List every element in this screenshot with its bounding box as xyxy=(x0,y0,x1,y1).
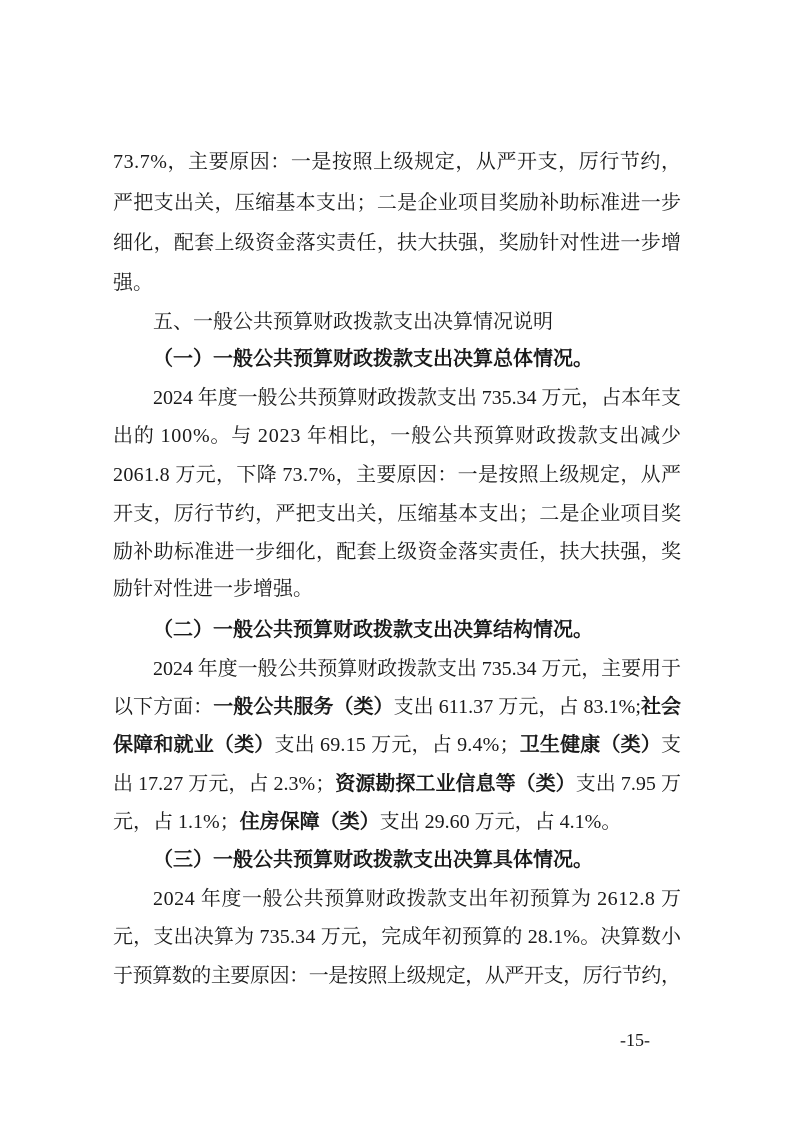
bold-text: 卫生健康（类） xyxy=(519,734,662,756)
paragraph-line xyxy=(113,770,681,798)
text-run: 支出 29.60 万元，占 4.1%。 xyxy=(379,811,622,833)
paragraph-line xyxy=(113,923,681,951)
section-heading xyxy=(153,846,681,874)
paragraph-line xyxy=(113,148,681,176)
paragraph-line xyxy=(113,461,681,489)
section-heading xyxy=(153,616,681,644)
paragraph-line xyxy=(113,808,681,836)
bold-text: （三）一般公共预算财政拨款支出决算具体情况。 xyxy=(153,849,593,871)
paragraph-line xyxy=(113,962,681,990)
text-run: 支 xyxy=(661,734,682,756)
bold-text: （一）一般公共预算财政拨款支出决算总体情况。 xyxy=(153,348,593,370)
page-number: -15- xyxy=(620,1030,650,1050)
text-run: 支出 69.15 万元，占 9.4%； xyxy=(274,734,520,756)
text-run: 严把支出关，压缩基本支出；二是企业项目奖励补助标准进一步 xyxy=(113,192,682,214)
text-run: 以下方面： xyxy=(113,696,214,718)
paragraph-line xyxy=(113,693,681,721)
paragraph-line xyxy=(113,229,681,257)
text-run: 出的 100%。与 2023 年相比，一般公共预算财政拨款支出减少 xyxy=(113,425,682,447)
paragraph-line xyxy=(113,575,681,603)
section-heading xyxy=(153,308,681,336)
text-run: 73.7%，主要原因：一是按照上级规定，从严开支，厉行节约， xyxy=(113,151,682,173)
text-run: 励补助标准进一步细化，配套上级资金落实责任，扶大扶强，奖 xyxy=(113,541,682,563)
text-run: 元，支出决算为 735.34 万元，完成年初预算的 28.1%。决算数小 xyxy=(113,926,682,948)
text-run: 五、一般公共预算财政拨款支出决算情况说明 xyxy=(153,311,553,333)
section-heading xyxy=(153,345,681,373)
paragraph-line xyxy=(153,384,681,412)
bold-text: 住房保障（类） xyxy=(239,811,380,833)
text-run: 2061.8 万元，下降 73.7%，主要原因：一是按照上级规定，从严 xyxy=(113,464,682,486)
paragraph-line xyxy=(113,189,681,217)
paragraph-line xyxy=(113,269,681,297)
bold-text: 社会 xyxy=(640,696,682,718)
text-run: 2024 年度一般公共预算财政拨款支出 735.34 万元，占本年支 xyxy=(153,387,681,409)
paragraph-line xyxy=(113,731,681,759)
paragraph-line xyxy=(113,500,681,528)
text-run: 出 17.27 万元，占 2.3%； xyxy=(113,773,336,795)
text-run: 细化，配套上级资金落实责任，扶大扶强，奖励针对性进一步增 xyxy=(113,232,682,254)
paragraph-line xyxy=(113,422,681,450)
bold-text: 资源勘探工业信息等（类） xyxy=(335,773,576,795)
text-run: 元，占 1.1%； xyxy=(113,811,240,833)
bold-text: 一般公共服务（类） xyxy=(213,696,394,718)
text-run: 2024 年度一般公共预算财政拨款支出年初预算为 2612.8 万 xyxy=(153,888,682,910)
text-run: 2024 年度一般公共预算财政拨款支出 735.34 万元，主要用于 xyxy=(153,658,681,680)
paragraph-line xyxy=(153,655,681,683)
text-run: 支出 7.95 万 xyxy=(575,773,682,795)
text-run: 励针对性进一步增强。 xyxy=(113,578,313,600)
text-run: 开支，厉行节约，严把支出关，压缩基本支出；二是企业项目奖 xyxy=(113,503,682,525)
bold-text: 保障和就业（类） xyxy=(113,734,275,756)
text-run: 于预算数的主要原因：一是按照上级规定，从严开支，厉行节约， xyxy=(113,965,681,987)
text-run: 支出 611.37 万元，占 83.1%; xyxy=(393,696,641,718)
paragraph-line xyxy=(113,538,681,566)
bold-text: （二）一般公共预算财政拨款支出决算结构情况。 xyxy=(153,619,593,641)
paragraph-line xyxy=(153,885,681,913)
text-run: 强。 xyxy=(113,272,153,294)
